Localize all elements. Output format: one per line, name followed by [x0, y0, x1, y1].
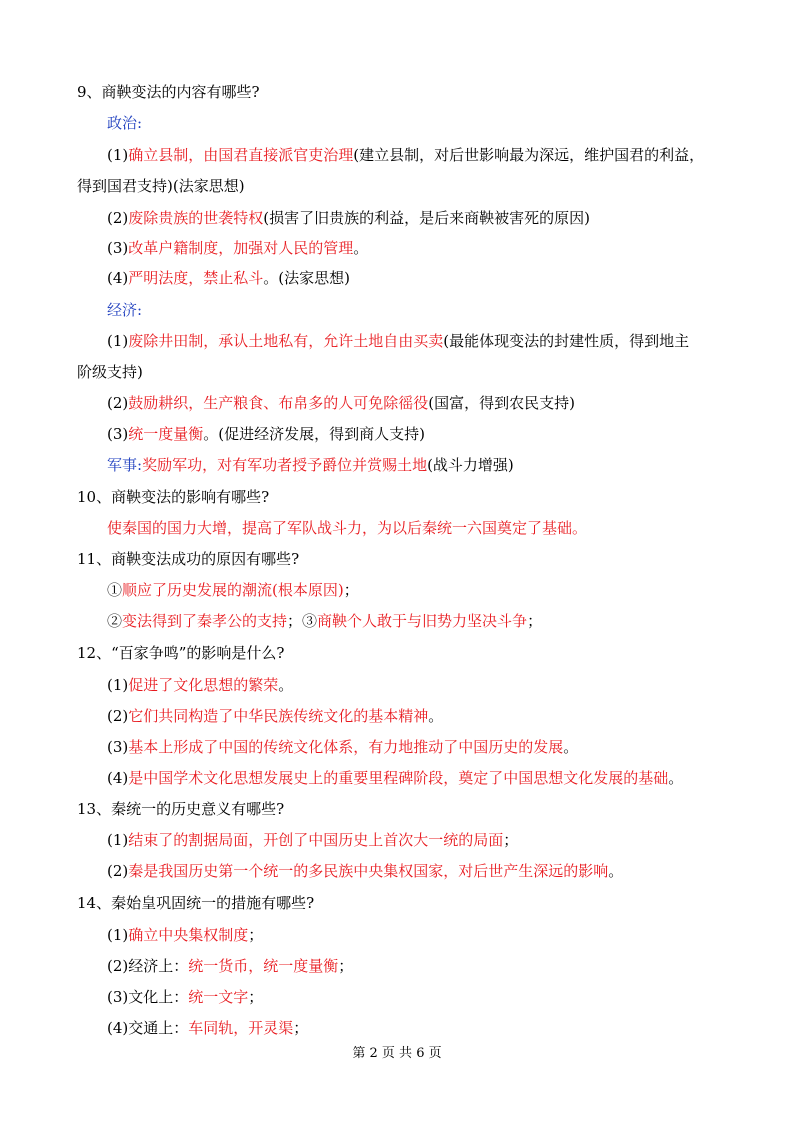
question-13-answer-1: (1)结束了的割据局面，开创了中国历史上首次大一统的局面；	[107, 831, 519, 849]
question-12-answer-4: (4)是中国学术文化思想发展史上的重要里程碑阶段，奠定了中国思想文化发展的基础。	[107, 769, 684, 787]
politics-item-3: (3)改革户籍制度，加强对人民的管理。	[107, 239, 369, 257]
question-10-answer: 使秦国的国力大增，提高了军队战斗力，为以后秦统一六国奠定了基础。	[107, 519, 588, 537]
question-11-title: 11、商鞅变法成功的原因有哪些?	[77, 550, 300, 568]
question-14-answer-1: (1)确立中央集权制度；	[107, 926, 264, 944]
economy-item-1: (1)废除井田制，承认土地私有，允许土地自由买卖(最能体现变法的封建性质，得到地主	[107, 332, 690, 350]
military-item: 军事:奖励军功，对有军功者授予爵位并赏赐土地(战斗力增强)	[107, 456, 514, 474]
question-14-answer-3: (3)文化上：统一文字；	[107, 988, 264, 1006]
question-14-answer-4: (4)交通上：车同轨，开灵渠；	[107, 1019, 309, 1037]
question-11-answer-1: ①顺应了历史发展的潮流(根本原因)；	[107, 581, 359, 599]
question-14-answer-2: (2)经济上：统一货币，统一度量衡；	[107, 957, 354, 975]
question-11-answer-2: ②变法得到了秦孝公的支持；③商鞅个人敢于与旧势力坚决斗争；	[107, 612, 543, 630]
politics-item-1-cont: 得到国君支持)(法家思想)	[77, 177, 245, 195]
economy-item-1-cont: 阶级支持)	[77, 363, 143, 381]
economy-item-3: (3)统一度量衡。(促进经济发展，得到商人支持)	[107, 425, 425, 443]
question-9-title: 9、商鞅变法的内容有哪些?	[77, 83, 260, 101]
question-10-title: 10、商鞅变法的影响有哪些?	[77, 488, 270, 506]
economy-item-2: (2)鼓励耕织，生产粮食、布帛多的人可免除徭役(国富，得到农民支持)	[107, 394, 575, 412]
question-12-answer-3: (3)基本上形成了中国的传统文化体系，有力地推动了中国历史的发展。	[107, 738, 579, 756]
politics-item-1: (1)确立县制，由国君直接派官吏治理(建立县制，对后世影响最为深远，维护国君的利益，	[107, 146, 705, 164]
page-number: 第 2 页 共 6 页	[352, 1046, 442, 1061]
politics-label: 政治:	[107, 114, 143, 132]
question-13-answer-2: (2)秦是我国历史第一个统一的多民族中央集权国家，对后世产生深远的影响。	[107, 862, 624, 880]
question-12-answer-1: (1)促进了文化思想的繁荣。	[107, 676, 294, 694]
question-13-title: 13、秦统一的历史意义有哪些?	[77, 800, 285, 818]
economy-label: 经济:	[107, 301, 143, 319]
question-12-answer-2: (2)它们共同构造了中华民族传统文化的基本精神。	[107, 707, 444, 725]
question-12-title: 12、“百家争鸣”的影响是什么?	[77, 644, 285, 662]
politics-item-2: (2)废除贵族的世袭特权(损害了旧贵族的利益，是后来商鞅被害死的原因)	[107, 209, 590, 227]
politics-item-4: (4)严明法度，禁止私斗。(法家思想)	[107, 269, 350, 287]
question-14-title: 14、秦始皇巩固统一的措施有哪些?	[77, 894, 315, 912]
page-footer	[0, 1045, 794, 1063]
